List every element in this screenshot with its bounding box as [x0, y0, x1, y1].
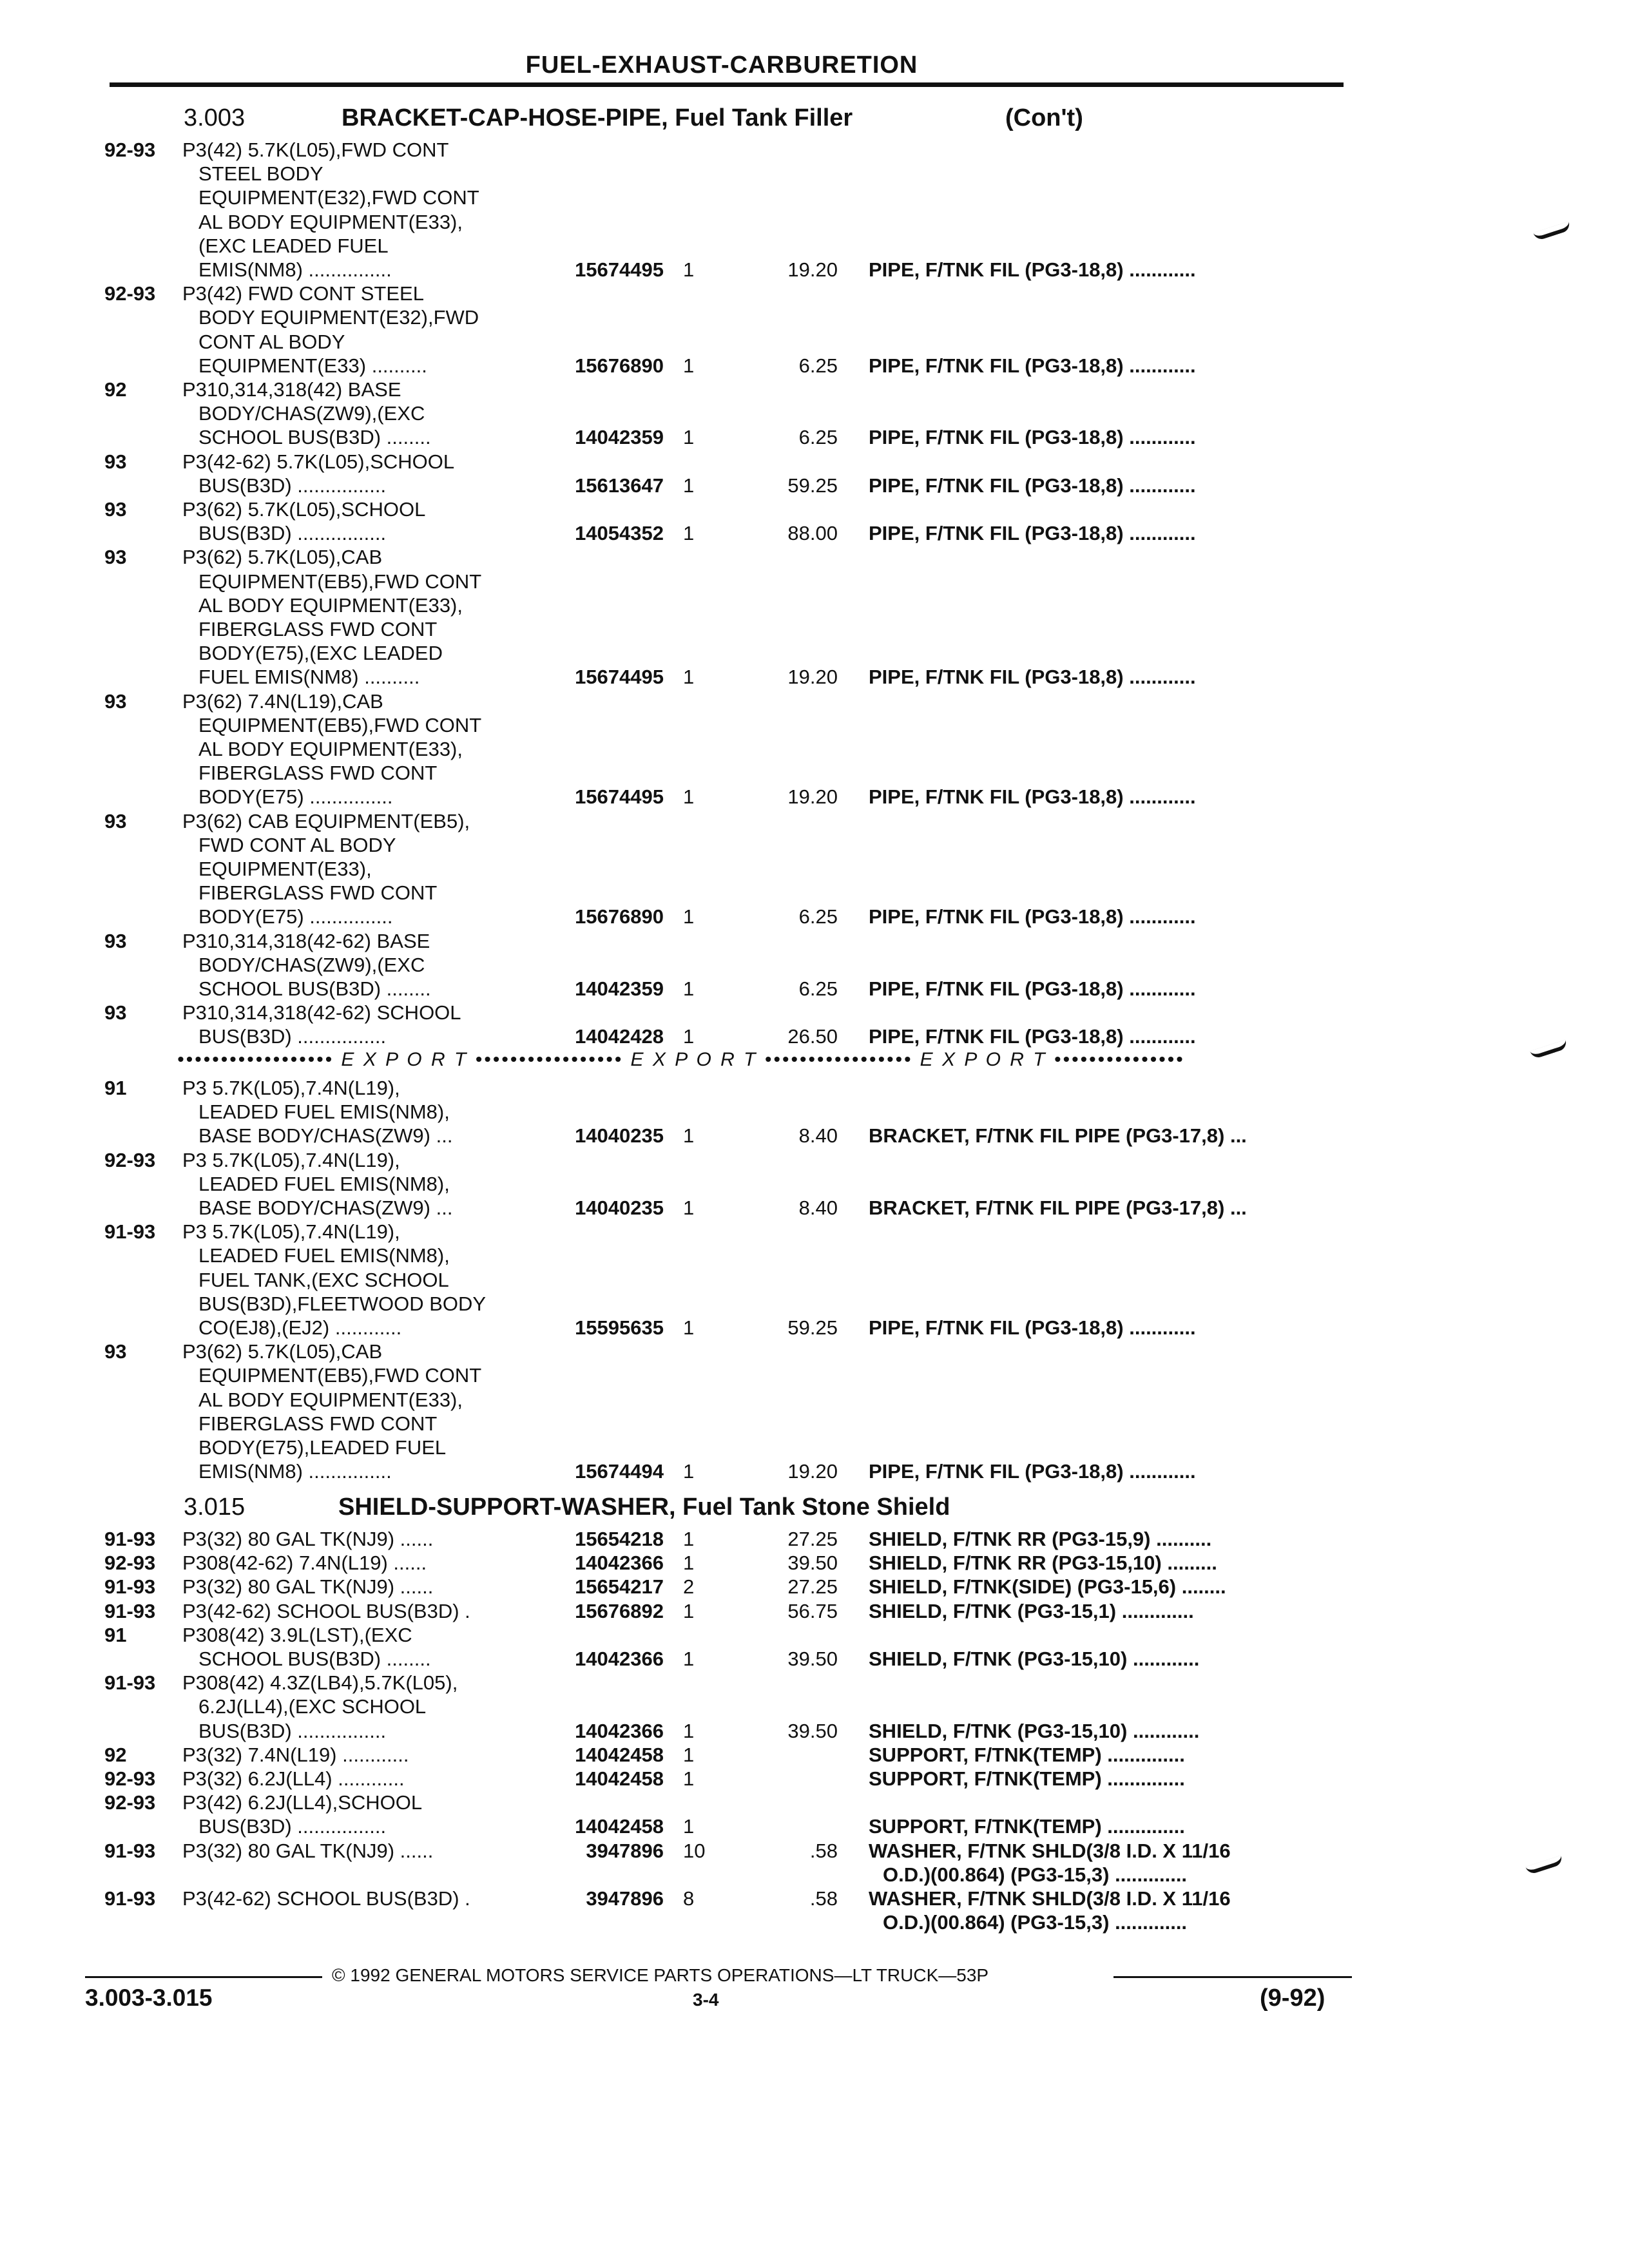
quantity: 1 [683, 1316, 695, 1339]
model-years: 92-93 [104, 1767, 156, 1790]
part-number: 15654217 [575, 1575, 664, 1599]
application-line: P3 5.7K(L05),7.4N(L19), [182, 1220, 400, 1244]
model-years: 93 [104, 1001, 127, 1024]
quantity: 1 [683, 522, 695, 545]
part-number: 14054352 [575, 522, 664, 545]
application-line: P3(62) 7.4N(L19),CAB [182, 689, 383, 713]
price: 8.40 [798, 1124, 838, 1148]
part-description [869, 1196, 1247, 1220]
part-description [869, 1887, 1231, 1934]
part-number: 14042359 [575, 977, 664, 1000]
footer-section-range: 3.003-3.015 [85, 1984, 213, 2011]
price: 88.00 [787, 522, 838, 545]
description-line: BRACKET, F/TNK FIL PIPE (PG3-17,8) ... [869, 1124, 1247, 1148]
application-line: BUS(B3D) ................ [198, 1025, 387, 1048]
description-line: PIPE, F/TNK FIL (PG3-18,8) ............ [869, 426, 1196, 449]
part-description [869, 785, 1196, 809]
part-description [869, 665, 1196, 689]
part-number: 3947896 [586, 1839, 664, 1862]
application-text [182, 689, 543, 809]
section-continued-label: (Con't) [1005, 104, 1083, 131]
application-line: BUS(B3D) ................ [198, 522, 387, 545]
application-line: P3(42-62) 5.7K(L05),SCHOOL [182, 450, 455, 473]
price: 19.20 [787, 666, 838, 689]
description-line: SUPPORT, F/TNK(TEMP) .............. [869, 1815, 1185, 1838]
application-line: 6.2J(LL4),(EXC SCHOOL [198, 1695, 427, 1718]
price: 59.25 [787, 474, 838, 497]
application-text [182, 1599, 543, 1623]
description-line: PIPE, F/TNK FIL (PG3-18,8) ............ [869, 474, 1196, 497]
quantity: 1 [683, 1460, 695, 1483]
description-line: SHIELD, F/TNK (PG3-15,1) ............. [869, 1599, 1194, 1622]
application-line: EQUIPMENT(E32),FWD CONT [198, 186, 479, 209]
description-line: O.D.)(00.864) (PG3-15,3) ............. [883, 1911, 1188, 1934]
application-line: BODY(E75) ............... [198, 785, 393, 809]
model-years: 92-93 [104, 282, 156, 305]
application-line: EQUIPMENT(E33), [198, 858, 372, 880]
part-description [869, 1527, 1211, 1551]
quantity: 8 [683, 1887, 695, 1910]
model-years: 91-93 [104, 1220, 156, 1244]
application-line: BODY EQUIPMENT(E32),FWD [198, 306, 479, 329]
price: 39.50 [787, 1647, 838, 1670]
description-line: SHIELD, F/TNK (PG3-15,10) ............ [869, 1719, 1200, 1742]
part-description [869, 1551, 1217, 1575]
application-line: LEADED FUEL EMIS(NM8), [198, 1244, 450, 1267]
description-line: SHIELD, F/TNK (PG3-15,10) ............ [869, 1647, 1200, 1670]
price: 59.25 [787, 1316, 838, 1339]
quantity: 1 [683, 1025, 695, 1048]
application-line: P3(32) 7.4N(L19) ............ [182, 1743, 409, 1766]
quantity: 2 [683, 1575, 695, 1599]
part-description [869, 905, 1196, 928]
application-line: LEADED FUEL EMIS(NM8), [198, 1172, 450, 1195]
part-number: 14042428 [575, 1025, 664, 1048]
description-line: SUPPORT, F/TNK(TEMP) .............. [869, 1767, 1185, 1790]
application-text [182, 1340, 543, 1483]
model-years: 91-93 [104, 1528, 156, 1550]
price: 56.75 [787, 1599, 838, 1622]
part-description [869, 1743, 1185, 1767]
model-years: 92-93 [104, 1791, 156, 1814]
part-number: 14040235 [575, 1124, 664, 1148]
description-line: O.D.)(00.864) (PG3-15,3) ............. [883, 1863, 1188, 1886]
application-line: BUS(B3D) ................ [198, 474, 387, 497]
application-line: BODY(E75),LEADED FUEL [198, 1436, 447, 1459]
description-line: SUPPORT, F/TNK(TEMP) .............. [869, 1743, 1185, 1766]
application-line: SCHOOL BUS(B3D) ........ [198, 1648, 431, 1670]
application-text [182, 1001, 543, 1048]
part-number: 15676890 [575, 905, 664, 928]
quantity: 1 [683, 1196, 695, 1219]
model-years: 92-93 [104, 139, 156, 161]
description-line: SHIELD, F/TNK(SIDE) (PG3-15,6) ........ [869, 1575, 1226, 1599]
application-line: P3(42) 6.2J(LL4),SCHOOL [182, 1791, 423, 1814]
part-description [869, 354, 1196, 378]
model-years: 92 [104, 1743, 127, 1766]
application-text [182, 1791, 543, 1838]
application-line: BASE BODY/CHAS(ZW9) ... [198, 1124, 453, 1148]
part-number: 15674495 [575, 785, 664, 809]
model-years: 93 [104, 929, 127, 952]
quantity: 1 [683, 1815, 695, 1838]
price: 19.20 [787, 258, 838, 281]
application-line: CO(EJ8),(EJ2) ............ [198, 1316, 402, 1339]
part-description [869, 521, 1196, 545]
application-text [182, 1551, 543, 1575]
part-number: 3947896 [586, 1887, 664, 1910]
description-line: PIPE, F/TNK FIL (PG3-18,8) ............ [869, 905, 1196, 928]
quantity: 1 [683, 977, 695, 1000]
part-number: 15595635 [575, 1316, 664, 1339]
application-line: FWD CONT AL BODY [198, 833, 396, 856]
price: 19.20 [787, 785, 838, 809]
application-line: AL BODY EQUIPMENT(E33), [198, 593, 463, 617]
price: 6.25 [798, 977, 838, 1000]
application-line: BODY/CHAS(ZW9),(EXC [198, 953, 425, 976]
application-line: P3(42) 5.7K(L05),FWD CONT [182, 139, 449, 161]
application-text [182, 545, 543, 689]
application-line: CONT AL BODY [198, 330, 345, 353]
description-line: BRACKET, F/TNK FIL PIPE (PG3-17,8) ... [869, 1196, 1247, 1219]
section-heading-3003 [0, 104, 1629, 135]
part-description [869, 1124, 1247, 1148]
application-line: P3(42-62) SCHOOL BUS(B3D) . [182, 1887, 470, 1910]
part-description [869, 474, 1196, 497]
application-text [182, 1839, 543, 1863]
price: 39.50 [787, 1719, 838, 1742]
model-years: 91-93 [104, 1599, 156, 1622]
description-line: PIPE, F/TNK FIL (PG3-18,8) ............ [869, 1316, 1196, 1339]
application-line: BODY(E75),(EXC LEADED [198, 642, 443, 665]
description-line: PIPE, F/TNK FIL (PG3-18,8) ............ [869, 1460, 1196, 1483]
price: 6.25 [798, 426, 838, 449]
application-line: BUS(B3D) ................ [198, 1719, 387, 1742]
model-years: 93 [104, 450, 127, 473]
application-text [182, 1887, 543, 1910]
model-years: 92-93 [104, 1552, 156, 1575]
quantity: 10 [683, 1839, 706, 1862]
description-line: PIPE, F/TNK FIL (PG3-18,8) ............ [869, 522, 1196, 545]
application-text [182, 1575, 543, 1599]
application-line: FIBERGLASS FWD CONT [198, 1412, 438, 1435]
quantity: 1 [683, 785, 695, 809]
part-number: 15613647 [575, 474, 664, 497]
model-years: 92 [104, 378, 127, 401]
model-years: 93 [104, 1340, 127, 1363]
footer-copyright: © 1992 GENERAL MOTORS SERVICE PARTS OPERATIONS—LT TRUCK—53P [332, 1965, 989, 1985]
application-line: FUEL TANK,(EXC SCHOOL [198, 1268, 449, 1291]
part-number: 14042458 [575, 1743, 664, 1766]
header-rule [110, 82, 1344, 87]
application-line: P3(32) 80 GAL TK(NJ9) ...... [182, 1839, 434, 1862]
model-years: 93 [104, 498, 127, 521]
application-line: P310,314,318(42-62) SCHOOL [182, 1001, 461, 1024]
price: 27.25 [787, 1528, 838, 1550]
quantity: 1 [683, 474, 695, 497]
application-text [182, 1767, 543, 1791]
application-line: P3(32) 80 GAL TK(NJ9) ...... [182, 1528, 434, 1550]
binder-mark [1525, 1855, 1563, 1875]
application-line: P308(42) 3.9L(LST),(EXC [182, 1623, 412, 1646]
part-number: 15676890 [575, 354, 664, 377]
application-line: P3(42-62) SCHOOL BUS(B3D) . [182, 1599, 470, 1622]
model-years: 92-93 [104, 1148, 156, 1171]
application-line: AL BODY EQUIPMENT(E33), [198, 738, 463, 760]
part-number: 15674495 [575, 258, 664, 281]
quantity: 1 [683, 1599, 695, 1622]
description-line: PIPE, F/TNK FIL (PG3-18,8) ............ [869, 666, 1196, 689]
model-years: 91-93 [104, 1575, 156, 1599]
model-years: 93 [104, 809, 127, 832]
export-banner: •••••••••••••••••• E X P O R T ••••••••••••••••• E X P O R T ••••••••••••••••• E X P O R T ••••••••••••••• [177, 1049, 1185, 1070]
section-title: BRACKET-CAP-HOSE-PIPE, Fuel Tank Filler [342, 104, 853, 131]
application-line: AL BODY EQUIPMENT(E33), [198, 210, 463, 233]
section-number: 3.003 [184, 104, 246, 131]
application-line: EQUIPMENT(E33) .......... [198, 354, 427, 377]
application-line: FIBERGLASS FWD CONT [198, 762, 438, 785]
part-description [869, 1316, 1196, 1340]
price: 6.25 [798, 905, 838, 928]
section-number: 3.015 [184, 1494, 246, 1521]
part-description [869, 1647, 1199, 1671]
part-number: 15674495 [575, 666, 664, 689]
application-line: BUS(B3D) ................ [198, 1815, 387, 1838]
application-line: STEEL BODY [198, 162, 323, 186]
part-description [869, 1767, 1185, 1791]
model-years: 91 [104, 1623, 127, 1646]
part-number: 14042366 [575, 1552, 664, 1575]
application-line: P3(62) CAB EQUIPMENT(EB5), [182, 809, 470, 832]
part-description [869, 1719, 1199, 1743]
quantity: 1 [683, 1719, 695, 1742]
model-years: 91-93 [104, 1839, 156, 1862]
description-line: WASHER, F/TNK SHLD(3/8 I.D. X 11/16 [869, 1887, 1231, 1910]
part-number: 14042359 [575, 426, 664, 449]
footer-page-number: 3-4 [693, 1990, 719, 2010]
application-line: P3 5.7K(L05),7.4N(L19), [182, 1077, 400, 1099]
quantity: 1 [683, 258, 695, 281]
part-description [869, 1459, 1196, 1483]
price: 26.50 [787, 1025, 838, 1048]
application-text [182, 1076, 543, 1148]
quantity: 1 [683, 1767, 695, 1790]
price: .58 [809, 1839, 838, 1862]
application-line: SCHOOL BUS(B3D) ........ [198, 426, 431, 449]
price: 8.40 [798, 1196, 838, 1219]
application-line: BODY/CHAS(ZW9),(EXC [198, 402, 425, 425]
price: 39.50 [787, 1552, 838, 1575]
price: .58 [809, 1887, 838, 1910]
application-line: EMIS(NM8) ............... [198, 1460, 392, 1483]
model-years: 91-93 [104, 1887, 156, 1910]
application-text [182, 450, 543, 497]
part-number: 15654218 [575, 1528, 664, 1550]
quantity: 1 [683, 905, 695, 928]
application-text [182, 809, 543, 929]
quantity: 1 [683, 1647, 695, 1670]
part-number: 14042458 [575, 1815, 664, 1838]
application-line: P3(62) 5.7K(L05),CAB [182, 1340, 383, 1363]
application-text [182, 1220, 543, 1340]
application-line: EMIS(NM8) ............... [198, 258, 392, 282]
application-line: P3(62) 5.7K(L05),SCHOOL [182, 498, 426, 521]
model-years: 91 [104, 1077, 127, 1099]
part-number: 15674494 [575, 1460, 664, 1483]
quantity: 1 [683, 666, 695, 689]
application-text [182, 378, 543, 450]
description-line: PIPE, F/TNK FIL (PG3-18,8) ............ [869, 785, 1196, 809]
quantity: 1 [683, 354, 695, 377]
application-line: EQUIPMENT(EB5),FWD CONT [198, 1364, 482, 1387]
application-line: P3(42) FWD CONT STEEL [182, 282, 424, 305]
application-text [182, 1743, 543, 1767]
application-line: P310,314,318(42) BASE [182, 378, 401, 401]
application-line: BASE BODY/CHAS(ZW9) ... [198, 1196, 453, 1219]
part-number: 15676892 [575, 1599, 664, 1622]
application-text [182, 1148, 543, 1220]
application-text [182, 282, 543, 378]
application-line: P310,314,318(42-62) BASE [182, 929, 430, 952]
binder-mark [1533, 221, 1571, 241]
page-header-title: FUEL-EXHAUST-CARBURETION [525, 52, 918, 79]
application-line: LEADED FUEL EMIS(NM8), [198, 1100, 450, 1124]
section-heading-3015 [0, 1494, 1629, 1524]
description-line: WASHER, F/TNK SHLD(3/8 I.D. X 11/16 [869, 1839, 1231, 1862]
application-line: SCHOOL BUS(B3D) ........ [198, 977, 431, 1000]
price: 19.20 [787, 1460, 838, 1483]
part-description [869, 977, 1196, 1001]
quantity: 1 [683, 1743, 695, 1766]
footer-date: (9-92) [1260, 1984, 1325, 2012]
application-line: EQUIPMENT(EB5),FWD CONT [198, 570, 482, 593]
application-text [182, 1671, 543, 1743]
application-line: FUEL EMIS(NM8) .......... [198, 666, 420, 689]
section-title: SHIELD-SUPPORT-WASHER, Fuel Tank Stone Shield [338, 1494, 950, 1521]
application-line: P3(62) 5.7K(L05),CAB [182, 546, 383, 569]
application-text [182, 1527, 543, 1551]
description-line: PIPE, F/TNK FIL (PG3-18,8) ............ [869, 1025, 1196, 1048]
model-years: 93 [104, 546, 127, 569]
part-description [869, 1575, 1226, 1599]
part-description [869, 425, 1196, 449]
application-line: P3(32) 80 GAL TK(NJ9) ...... [182, 1575, 434, 1599]
application-line: FIBERGLASS FWD CONT [198, 881, 438, 905]
application-line: (EXC LEADED FUEL [198, 234, 389, 257]
model-years: 91-93 [104, 1671, 156, 1695]
application-text [182, 929, 543, 1001]
application-line: P308(42) 4.3Z(LB4),5.7K(L05), [182, 1671, 458, 1695]
part-description [869, 258, 1196, 282]
application-line: P3 5.7K(L05),7.4N(L19), [182, 1148, 400, 1171]
quantity: 1 [683, 1528, 695, 1550]
footer-rule-right [1113, 1976, 1352, 1978]
model-years: 93 [104, 689, 127, 713]
application-line: BODY(E75) ............... [198, 905, 393, 928]
description-line: SHIELD, F/TNK RR (PG3-15,10) ......... [869, 1552, 1217, 1575]
quantity: 1 [683, 426, 695, 449]
application-line: P3(32) 6.2J(LL4) ............ [182, 1767, 405, 1790]
application-text [182, 1623, 543, 1671]
quantity: 1 [683, 1124, 695, 1148]
part-description [869, 1839, 1231, 1887]
application-text [182, 497, 543, 545]
description-line: PIPE, F/TNK FIL (PG3-18,8) ............ [869, 354, 1196, 377]
description-line: SHIELD, F/TNK RR (PG3-15,9) .......... [869, 1528, 1212, 1550]
application-line: AL BODY EQUIPMENT(E33), [198, 1388, 463, 1411]
binder-mark [1530, 1039, 1568, 1059]
application-line: FIBERGLASS FWD CONT [198, 618, 438, 640]
part-number: 14042366 [575, 1719, 664, 1742]
part-description [869, 1024, 1196, 1048]
part-description [869, 1599, 1194, 1623]
part-number: 14042458 [575, 1767, 664, 1790]
footer-rule-left [85, 1976, 322, 1978]
application-line: BUS(B3D),FLEETWOOD BODY [198, 1292, 487, 1315]
part-number: 14040235 [575, 1196, 664, 1219]
description-line: PIPE, F/TNK FIL (PG3-18,8) ............ [869, 258, 1196, 281]
quantity: 1 [683, 1552, 695, 1575]
part-description [869, 1814, 1185, 1838]
application-line: P308(42-62) 7.4N(L19) ...... [182, 1552, 427, 1575]
price: 27.25 [787, 1575, 838, 1599]
part-number: 14042366 [575, 1647, 664, 1670]
description-line: PIPE, F/TNK FIL (PG3-18,8) ............ [869, 977, 1196, 1000]
application-line: EQUIPMENT(EB5),FWD CONT [198, 713, 482, 736]
application-text [182, 138, 543, 282]
price: 6.25 [798, 354, 838, 377]
